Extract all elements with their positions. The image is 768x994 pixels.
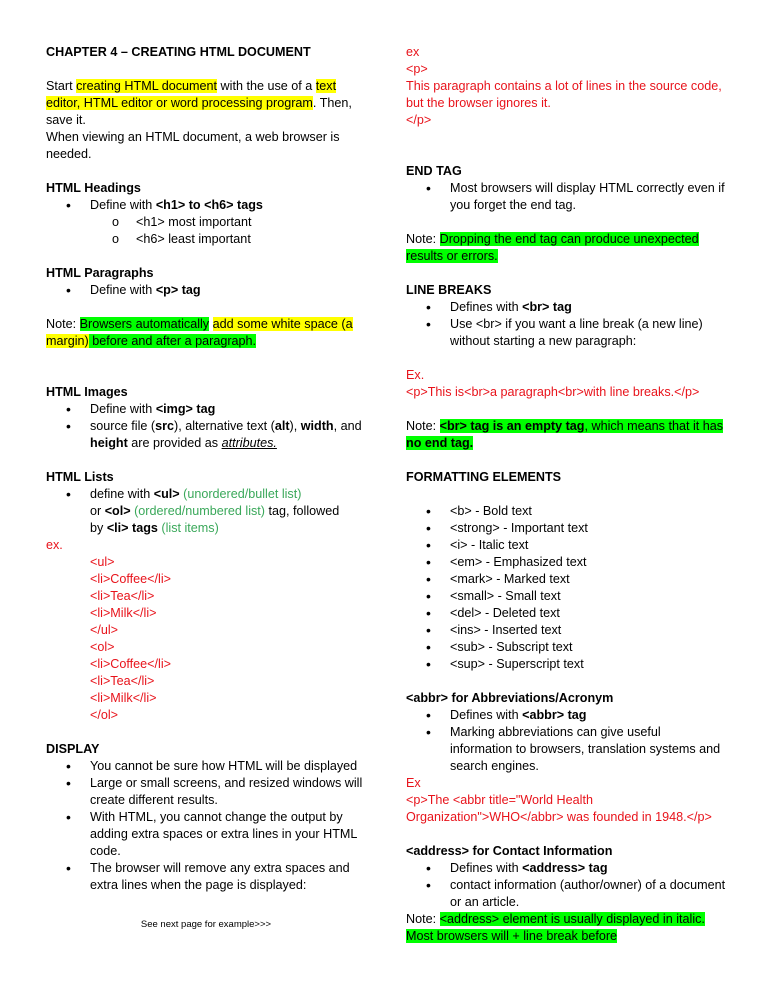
bullet-icon: • bbox=[426, 571, 431, 587]
bullet-bold-text: <p> tag bbox=[155, 283, 201, 297]
bullet-text: Marking abbreviations can give useful information to browsers, translation systems and search engines. bbox=[450, 725, 721, 773]
bullet-text: ), bbox=[289, 419, 301, 433]
abbr-example-label: Ex bbox=[406, 776, 421, 790]
bullet-icon: • bbox=[426, 724, 431, 740]
circle-bullet-icon: o bbox=[112, 215, 120, 229]
circle-bullet-icon: o bbox=[112, 232, 120, 246]
bullet-text: Most browsers will display HTML correctly even if you forget the end tag. bbox=[450, 181, 725, 212]
note-highlight-green: <address> element is usually displayed in italic. Most browsers will + line break before bbox=[406, 912, 705, 943]
bullet-icon: • bbox=[426, 520, 431, 536]
bold-term: <ol> bbox=[104, 504, 131, 518]
intro-highlight-1: creating HTML document bbox=[76, 79, 218, 93]
bullet-text: Defines with bbox=[450, 861, 523, 875]
sub-item-text: <h1> most important bbox=[136, 215, 252, 229]
address-list bbox=[406, 860, 726, 911]
bold-term: <li> tags bbox=[106, 521, 158, 535]
code-line: </ul> bbox=[90, 623, 119, 637]
bullet-text: or bbox=[90, 504, 105, 518]
list-item bbox=[46, 775, 366, 809]
code-line: <li>Tea</li> bbox=[90, 674, 155, 688]
list-item bbox=[406, 860, 726, 877]
list-item bbox=[406, 520, 726, 537]
list-item bbox=[406, 639, 726, 656]
images-list bbox=[46, 401, 366, 452]
bullet-icon: • bbox=[426, 656, 431, 672]
bullet-icon: • bbox=[426, 605, 431, 621]
lists-code-example bbox=[46, 554, 366, 724]
lists-example-label: ex. bbox=[46, 538, 63, 552]
note-label: Note: bbox=[406, 912, 440, 926]
bullet-text: Define with bbox=[90, 198, 156, 212]
green-text: (unordered/bullet list) bbox=[179, 487, 302, 501]
list-item bbox=[406, 656, 726, 673]
list-item bbox=[406, 622, 726, 639]
bullet-text: , and bbox=[333, 419, 362, 433]
bullet-icon: • bbox=[426, 316, 431, 332]
bullet-text: <sub> - Subscript text bbox=[450, 640, 573, 654]
green-text: (ordered/numbered list) bbox=[130, 504, 266, 518]
bullet-icon: • bbox=[426, 503, 431, 519]
display-list bbox=[46, 758, 366, 894]
line-breaks-title: LINE BREAKS bbox=[406, 283, 492, 297]
code-line: This paragraph contains a lot of lines in the source code, but the browser ignores it. bbox=[406, 79, 722, 110]
bullet-text: With HTML, you cannot change the output by adding extra spaces or extra lines in your HTML code. bbox=[90, 810, 357, 858]
bullet-text: Define with bbox=[90, 402, 156, 416]
list-item bbox=[406, 724, 726, 775]
bullet-text: Large or small screens, and resized windows will create different results. bbox=[90, 776, 363, 807]
bullet-text: The browser will remove any extra spaces and extra lines when the page is displayed: bbox=[90, 861, 350, 892]
list-item bbox=[46, 809, 366, 860]
list-item bbox=[46, 197, 366, 214]
list-item bbox=[46, 401, 366, 418]
intro-text-2: with the use of a bbox=[217, 79, 316, 93]
list-item bbox=[46, 282, 366, 299]
list-item bbox=[406, 707, 726, 724]
list-item bbox=[406, 299, 726, 316]
intro-paragraph bbox=[46, 78, 366, 129]
note-highlight-yellow: add some white space (a margin) bbox=[46, 317, 353, 348]
bullet-icon: • bbox=[426, 537, 431, 553]
list-item bbox=[46, 486, 366, 537]
end-tag-note bbox=[406, 231, 726, 265]
bold-term: <ul> bbox=[153, 487, 180, 501]
bullet-bold-text: <br> tag bbox=[522, 300, 572, 314]
list-item bbox=[46, 758, 366, 775]
bullet-text: <sup> - Superscript text bbox=[450, 657, 584, 671]
bullet-text: ), alternative text ( bbox=[174, 419, 275, 433]
bullet-text: <i> - Italic text bbox=[450, 538, 529, 552]
green-text: (list items) bbox=[157, 521, 219, 535]
list-item bbox=[46, 860, 366, 894]
paragraphs-note bbox=[46, 316, 366, 350]
list-item bbox=[406, 605, 726, 622]
line-breaks-note bbox=[406, 418, 726, 452]
bullet-icon: • bbox=[426, 622, 431, 638]
bullet-bold-text: <img> tag bbox=[155, 402, 216, 416]
list-item bbox=[406, 588, 726, 605]
note-label: Note: bbox=[406, 419, 440, 433]
note-highlight-green: Dropping the end tag can produce unexpected results or errors. bbox=[406, 232, 699, 263]
bullet-bold-text: <abbr> tag bbox=[522, 708, 587, 722]
bullet-text: source file ( bbox=[90, 419, 156, 433]
list-item bbox=[46, 214, 366, 231]
bullet-icon: • bbox=[426, 180, 431, 196]
paragraphs-list bbox=[46, 282, 366, 299]
chapter-title: CHAPTER 4 – CREATING HTML DOCUMENT bbox=[46, 45, 311, 59]
end-tag-title: END TAG bbox=[406, 164, 462, 178]
code-line: <li>Coffee</li> bbox=[90, 572, 171, 586]
bold-term: width bbox=[300, 419, 334, 433]
right-column bbox=[406, 44, 726, 945]
bullet-icon: • bbox=[426, 554, 431, 570]
left-column bbox=[46, 44, 366, 933]
code-line: </ol> bbox=[90, 708, 119, 722]
bullet-text: Defines with bbox=[450, 708, 523, 722]
bullet-text: <small> - Small text bbox=[450, 589, 561, 603]
bullet-text: <strong> - Important text bbox=[450, 521, 588, 535]
bullet-text: are provided as bbox=[127, 436, 222, 450]
code-line: <li>Coffee</li> bbox=[90, 657, 171, 671]
bullet-text: Define with bbox=[90, 283, 156, 297]
intro-text-1: Start bbox=[46, 79, 77, 93]
note-highlight-green: , which means that it has bbox=[584, 419, 724, 433]
lists-list bbox=[46, 486, 366, 537]
bullet-bold-text: <address> tag bbox=[522, 861, 608, 875]
bullet-text: by bbox=[90, 521, 107, 535]
intro-text-3: . Then, save it. bbox=[46, 96, 352, 127]
note-label: Note: bbox=[46, 317, 80, 331]
bullet-icon: • bbox=[66, 282, 71, 298]
code-line: <li>Milk</li> bbox=[90, 606, 157, 620]
note-label: Note: bbox=[406, 232, 440, 246]
bullet-icon: • bbox=[66, 401, 71, 417]
bullet-icon: • bbox=[66, 809, 71, 825]
paragraphs-title: HTML Paragraphs bbox=[46, 266, 154, 280]
bullet-text: <del> - Deleted text bbox=[450, 606, 560, 620]
code-line: <li>Milk</li> bbox=[90, 691, 157, 705]
bullet-text: <mark> - Marked text bbox=[450, 572, 570, 586]
formatting-title: FORMATTING ELEMENTS bbox=[406, 470, 562, 484]
abbr-title: <abbr> for Abbreviations/Acronym bbox=[406, 691, 614, 705]
list-item bbox=[406, 503, 726, 520]
list-item bbox=[406, 877, 726, 911]
lists-title: HTML Lists bbox=[46, 470, 114, 484]
code-line: <li>Tea</li> bbox=[90, 589, 155, 603]
list-item bbox=[406, 180, 726, 214]
abbr-list bbox=[406, 707, 726, 775]
bullet-text: define with bbox=[90, 487, 154, 501]
bullet-icon: • bbox=[66, 775, 71, 791]
line-breaks-example-label: Ex. bbox=[406, 368, 425, 382]
headings-list bbox=[46, 197, 366, 248]
code-line: <p> bbox=[406, 62, 428, 76]
note-highlight-green: no end tag. bbox=[406, 436, 474, 450]
note-highlight-green: <br> tag is an empty tag bbox=[439, 419, 585, 433]
code-line: </p> bbox=[406, 113, 432, 127]
bullet-icon: • bbox=[426, 588, 431, 604]
sub-item-text: <h6> least important bbox=[136, 232, 251, 246]
list-item bbox=[406, 537, 726, 554]
list-item bbox=[406, 571, 726, 588]
bullet-bold-text: <h1> to <h6> tags bbox=[155, 198, 263, 212]
bullet-icon: • bbox=[426, 707, 431, 723]
headings-title: HTML Headings bbox=[46, 181, 141, 195]
code-line: ex bbox=[406, 45, 420, 59]
bullet-icon: • bbox=[66, 486, 71, 502]
bullet-text: <b> - Bold text bbox=[450, 504, 532, 518]
list-item bbox=[406, 316, 726, 350]
bullet-icon: • bbox=[426, 639, 431, 655]
bullet-text: You cannot be sure how HTML will be displayed bbox=[90, 759, 358, 773]
list-item bbox=[46, 231, 366, 248]
intro-browser-text: When viewing an HTML document, a web browser is needed. bbox=[46, 130, 340, 161]
bullet-icon: • bbox=[426, 877, 431, 893]
abbr-example-code: <p>The <abbr title="World Health Organization">WHO</abbr> was founded in 1948.</p> bbox=[406, 793, 712, 824]
address-note bbox=[406, 911, 726, 945]
bullet-icon: • bbox=[426, 299, 431, 315]
formatting-list bbox=[406, 503, 726, 673]
note-highlight-green: Browsers automatically bbox=[79, 317, 210, 331]
underlined-term: attributes. bbox=[221, 436, 277, 450]
bullet-icon: • bbox=[66, 197, 71, 213]
paragraph-example bbox=[406, 44, 726, 129]
bullet-text: Use <br> if you want a line break (a new line) without starting a new paragraph: bbox=[450, 317, 703, 348]
bold-term: src bbox=[155, 419, 175, 433]
bold-term: height bbox=[90, 436, 128, 450]
bullet-text: <em> - Emphasized text bbox=[450, 555, 587, 569]
bullet-text: Defines with bbox=[450, 300, 523, 314]
list-item bbox=[406, 554, 726, 571]
images-title: HTML Images bbox=[46, 385, 128, 399]
bullet-text: tag, followed bbox=[265, 504, 340, 518]
list-item bbox=[46, 418, 366, 452]
line-breaks-list bbox=[406, 299, 726, 350]
note-highlight-green: before and after a paragraph. bbox=[88, 334, 257, 348]
line-breaks-example-code: <p>This is<br>a paragraph<br>with line breaks.</p> bbox=[406, 385, 700, 399]
bold-term: alt bbox=[274, 419, 290, 433]
address-title: <address> for Contact Information bbox=[406, 844, 613, 858]
display-title: DISPLAY bbox=[46, 742, 100, 756]
end-tag-list bbox=[406, 180, 726, 214]
intro-highlight-2: text editor, HTML editor or word processing program bbox=[46, 79, 337, 110]
bullet-icon: • bbox=[426, 860, 431, 876]
code-line: <ol> bbox=[90, 640, 115, 654]
code-line: <ul> bbox=[90, 555, 115, 569]
bullet-icon: • bbox=[66, 860, 71, 876]
bullet-text: <ins> - Inserted text bbox=[450, 623, 562, 637]
page-footer: See next page for example>>> bbox=[140, 919, 272, 930]
bullet-icon: • bbox=[66, 418, 71, 434]
bullet-icon: • bbox=[66, 758, 71, 774]
bullet-text: contact information (author/owner) of a document or an article. bbox=[450, 878, 726, 909]
